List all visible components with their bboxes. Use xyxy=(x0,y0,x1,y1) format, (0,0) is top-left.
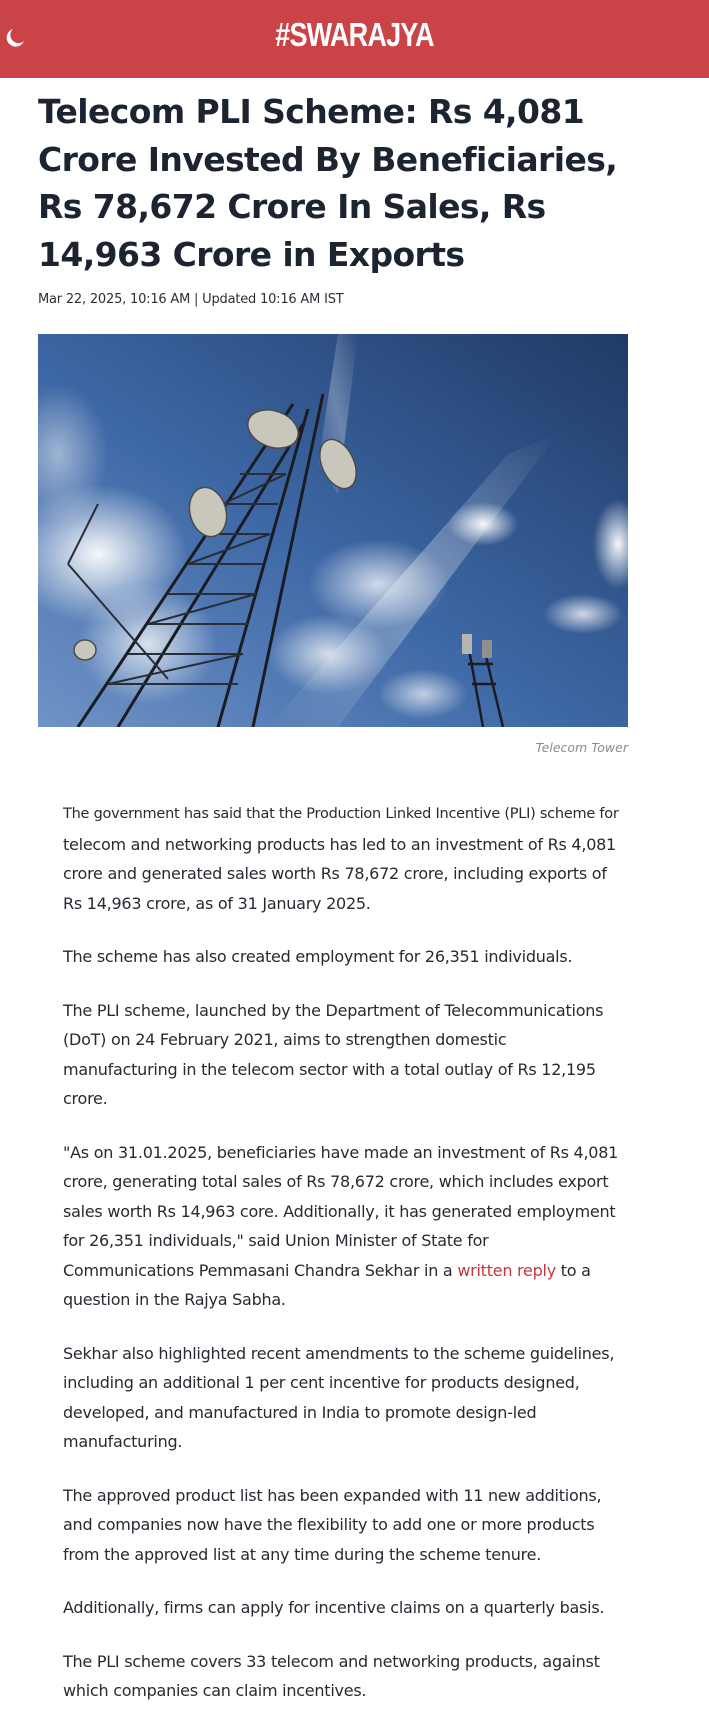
paragraph: The government has said that the Production Linked Incentive (PLI) scheme for telecom and networking products has led to an investment of Rs 4,081 crore and generated sales worth Rs 78,672 crore, including exports of Rs 14,963 crore, as of 31 January 2025. xyxy=(63,806,619,913)
article-timestamp: Mar 22, 2025, 10:16 AM | Updated 10:16 AM IST xyxy=(38,292,344,307)
paragraph-text: to a question in the Rajya Sabha. xyxy=(63,1260,591,1309)
paragraph: Additionally, firms can apply for incentive claims on a quarterly basis. xyxy=(63,1598,605,1617)
site-logo[interactable]: #SWARAJYA xyxy=(275,16,434,53)
moon-icon[interactable] xyxy=(4,27,26,49)
telecom-tower-image xyxy=(38,334,628,727)
paragraph: The scheme has also created employment for 26,351 individuals. xyxy=(63,947,573,966)
paragraph: The PLI scheme covers 33 telecom and networking products, against which companies can claim incentives. xyxy=(63,1651,600,1700)
hero-image xyxy=(38,334,628,727)
article-title: Telecom PLI Scheme: Rs 4,081 Crore Invested By Beneficiaries, Rs 78,672 Crore In Sales, Rs 14,963 Crore in Exports xyxy=(38,92,618,274)
paragraph: The approved product list has been expanded with 11 new additions, and companies now have the flexibility to add one or more products from the approved list at any time during the scheme tenure. xyxy=(63,1485,602,1564)
image-caption: Telecom Tower xyxy=(535,740,628,755)
article-body xyxy=(63,800,623,1718)
paragraph: Sekhar also highlighted recent amendments to the scheme guidelines, including an additional 1 per cent incentive for products designed, developed, and manufactured in India to promote design-led manufacturing. xyxy=(63,1343,615,1451)
site-header xyxy=(0,0,709,78)
paragraph-text: "As on 31.01.2025, beneficiaries have made an investment of Rs 4,081 crore, generating total sales of Rs 78,672 crore, which includes export sales worth Rs 14,963 core. Additionally, it has generated employment for 26,351 individuals," said Union Minister of State for Communications Pemmasani Chandra Sekhar in a xyxy=(63,1142,619,1280)
paragraph-with-link xyxy=(63,1138,623,1315)
paragraph: The PLI scheme, launched by the Department of Telecommunications (DoT) on 24 February 2021, aims to strengthen domestic manufacturing in the telecom sector with a total outlay of Rs 12,195 crore. xyxy=(63,1000,604,1108)
written-reply-link[interactable]: written reply xyxy=(457,1260,556,1280)
